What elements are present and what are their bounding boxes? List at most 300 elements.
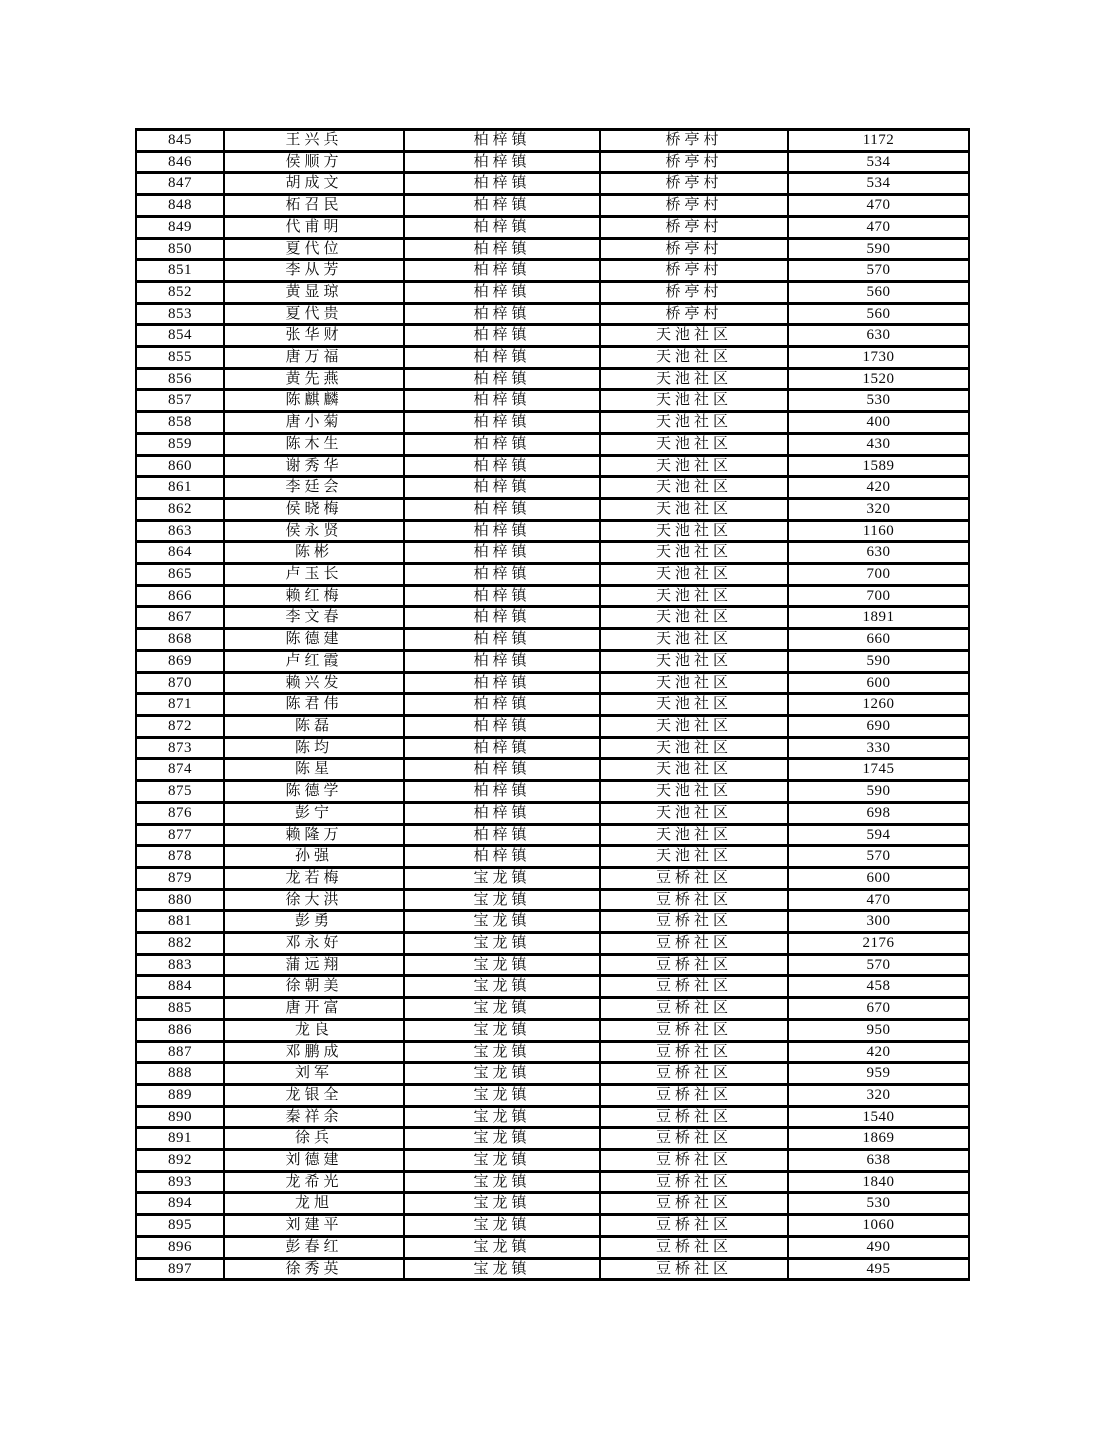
town-cell: 柏梓镇 — [404, 781, 600, 803]
village-cell: 天池社区 — [600, 781, 788, 803]
name-cell: 龙若梅 — [224, 867, 404, 889]
serial-cell: 882 — [136, 933, 224, 955]
table-row — [136, 260, 969, 282]
name-cell: 赖红梅 — [224, 585, 404, 607]
village-cell: 豆桥社区 — [600, 1019, 788, 1041]
village-cell: 天池社区 — [600, 347, 788, 369]
town-cell: 柏梓镇 — [404, 824, 600, 846]
serial-cell: 879 — [136, 867, 224, 889]
village-cell: 豆桥社区 — [600, 1084, 788, 1106]
serial-cell: 871 — [136, 694, 224, 716]
table-row — [136, 325, 969, 347]
town-cell: 柏梓镇 — [404, 195, 600, 217]
name-cell: 陈君伟 — [224, 694, 404, 716]
amount-cell: 1160 — [788, 520, 969, 542]
village-cell: 桥亭村 — [600, 260, 788, 282]
serial-cell: 883 — [136, 954, 224, 976]
name-cell: 赖兴发 — [224, 672, 404, 694]
name-cell: 徐秀英 — [224, 1258, 404, 1280]
amount-cell: 1520 — [788, 368, 969, 390]
town-cell: 柏梓镇 — [404, 672, 600, 694]
amount-cell: 638 — [788, 1150, 969, 1172]
amount-cell: 470 — [788, 889, 969, 911]
town-cell: 柏梓镇 — [404, 498, 600, 520]
village-cell: 天池社区 — [600, 368, 788, 390]
town-cell: 宝龙镇 — [404, 954, 600, 976]
village-cell: 天池社区 — [600, 412, 788, 434]
village-cell: 天池社区 — [600, 629, 788, 651]
name-cell: 刘军 — [224, 1063, 404, 1085]
name-cell: 刘德建 — [224, 1150, 404, 1172]
amount-cell: 1589 — [788, 455, 969, 477]
town-cell: 宝龙镇 — [404, 1150, 600, 1172]
table-row — [136, 824, 969, 846]
village-cell: 豆桥社区 — [600, 933, 788, 955]
table-row — [136, 1084, 969, 1106]
name-cell: 王兴兵 — [224, 130, 404, 152]
name-cell: 彭勇 — [224, 911, 404, 933]
amount-cell: 1730 — [788, 347, 969, 369]
name-cell: 张华财 — [224, 325, 404, 347]
town-cell: 宝龙镇 — [404, 1019, 600, 1041]
serial-cell: 850 — [136, 238, 224, 260]
village-cell: 豆桥社区 — [600, 1150, 788, 1172]
table-row — [136, 889, 969, 911]
name-cell: 李廷会 — [224, 477, 404, 499]
name-cell: 彭春红 — [224, 1236, 404, 1258]
serial-cell: 845 — [136, 130, 224, 152]
name-cell: 陈磊 — [224, 715, 404, 737]
serial-cell: 896 — [136, 1236, 224, 1258]
village-cell: 天池社区 — [600, 390, 788, 412]
village-cell: 天池社区 — [600, 455, 788, 477]
town-cell: 柏梓镇 — [404, 151, 600, 173]
table-row — [136, 564, 969, 586]
name-cell: 龙旭 — [224, 1193, 404, 1215]
village-cell: 桥亭村 — [600, 130, 788, 152]
table-row — [136, 412, 969, 434]
serial-cell: 857 — [136, 390, 224, 412]
serial-cell: 889 — [136, 1084, 224, 1106]
table-row — [136, 672, 969, 694]
village-cell: 天池社区 — [600, 694, 788, 716]
amount-cell: 698 — [788, 802, 969, 824]
serial-cell: 856 — [136, 368, 224, 390]
amount-cell: 320 — [788, 1084, 969, 1106]
village-cell: 桥亭村 — [600, 195, 788, 217]
village-cell: 天池社区 — [600, 672, 788, 694]
serial-cell: 890 — [136, 1106, 224, 1128]
name-cell: 陈星 — [224, 759, 404, 781]
serial-cell: 887 — [136, 1041, 224, 1063]
amount-cell: 490 — [788, 1236, 969, 1258]
table-row — [136, 650, 969, 672]
serial-cell: 846 — [136, 151, 224, 173]
amount-cell: 950 — [788, 1019, 969, 1041]
serial-cell: 895 — [136, 1215, 224, 1237]
town-cell: 柏梓镇 — [404, 477, 600, 499]
village-cell: 豆桥社区 — [600, 1236, 788, 1258]
table-row — [136, 368, 969, 390]
village-cell: 豆桥社区 — [600, 911, 788, 933]
roster-table — [135, 128, 970, 1281]
table-row — [136, 629, 969, 651]
town-cell: 柏梓镇 — [404, 368, 600, 390]
serial-cell: 891 — [136, 1128, 224, 1150]
amount-cell: 700 — [788, 585, 969, 607]
name-cell: 陈木生 — [224, 433, 404, 455]
serial-cell: 881 — [136, 911, 224, 933]
name-cell: 龙良 — [224, 1019, 404, 1041]
table-row — [136, 715, 969, 737]
village-cell: 豆桥社区 — [600, 1041, 788, 1063]
serial-cell: 864 — [136, 542, 224, 564]
town-cell: 宝龙镇 — [404, 1258, 600, 1280]
name-cell: 彭宁 — [224, 802, 404, 824]
amount-cell: 630 — [788, 325, 969, 347]
village-cell: 豆桥社区 — [600, 1171, 788, 1193]
name-cell: 黄显琼 — [224, 281, 404, 303]
amount-cell: 570 — [788, 954, 969, 976]
name-cell: 龙银全 — [224, 1084, 404, 1106]
serial-cell: 848 — [136, 195, 224, 217]
village-cell: 天池社区 — [600, 498, 788, 520]
name-cell: 李从芳 — [224, 260, 404, 282]
table-row — [136, 1128, 969, 1150]
serial-cell: 849 — [136, 216, 224, 238]
amount-cell: 590 — [788, 238, 969, 260]
town-cell: 柏梓镇 — [404, 650, 600, 672]
name-cell: 陈德学 — [224, 781, 404, 803]
town-cell: 柏梓镇 — [404, 585, 600, 607]
name-cell: 柘召民 — [224, 195, 404, 217]
amount-cell: 458 — [788, 976, 969, 998]
table-row — [136, 607, 969, 629]
amount-cell: 700 — [788, 564, 969, 586]
village-cell: 桥亭村 — [600, 151, 788, 173]
serial-cell: 858 — [136, 412, 224, 434]
table-row — [136, 933, 969, 955]
serial-cell: 866 — [136, 585, 224, 607]
town-cell: 柏梓镇 — [404, 715, 600, 737]
name-cell: 唐小菊 — [224, 412, 404, 434]
town-cell: 宝龙镇 — [404, 998, 600, 1020]
serial-cell: 867 — [136, 607, 224, 629]
table-row — [136, 347, 969, 369]
town-cell: 宝龙镇 — [404, 1193, 600, 1215]
serial-cell: 897 — [136, 1258, 224, 1280]
name-cell: 侯晓梅 — [224, 498, 404, 520]
serial-cell: 877 — [136, 824, 224, 846]
town-cell: 柏梓镇 — [404, 846, 600, 868]
village-cell: 天池社区 — [600, 824, 788, 846]
town-cell: 宝龙镇 — [404, 1063, 600, 1085]
table-row — [136, 694, 969, 716]
town-cell: 宝龙镇 — [404, 1236, 600, 1258]
table-row — [136, 954, 969, 976]
serial-cell: 861 — [136, 477, 224, 499]
table-row — [136, 1041, 969, 1063]
name-cell: 卢玉长 — [224, 564, 404, 586]
serial-cell: 860 — [136, 455, 224, 477]
table-row — [136, 238, 969, 260]
town-cell: 柏梓镇 — [404, 390, 600, 412]
serial-cell: 863 — [136, 520, 224, 542]
table-row — [136, 802, 969, 824]
table-row — [136, 390, 969, 412]
serial-cell: 854 — [136, 325, 224, 347]
town-cell: 柏梓镇 — [404, 542, 600, 564]
town-cell: 宝龙镇 — [404, 976, 600, 998]
serial-cell: 874 — [136, 759, 224, 781]
amount-cell: 420 — [788, 477, 969, 499]
village-cell: 豆桥社区 — [600, 976, 788, 998]
table-row — [136, 911, 969, 933]
serial-cell: 855 — [136, 347, 224, 369]
village-cell: 天池社区 — [600, 433, 788, 455]
table-row — [136, 477, 969, 499]
table-row — [136, 585, 969, 607]
amount-cell: 959 — [788, 1063, 969, 1085]
name-cell: 李文春 — [224, 607, 404, 629]
name-cell: 邓永好 — [224, 933, 404, 955]
name-cell: 唐万福 — [224, 347, 404, 369]
amount-cell: 570 — [788, 260, 969, 282]
name-cell: 陈均 — [224, 737, 404, 759]
town-cell: 宝龙镇 — [404, 1106, 600, 1128]
table-row — [136, 1019, 969, 1041]
name-cell: 徐大洪 — [224, 889, 404, 911]
table-row — [136, 433, 969, 455]
town-cell: 柏梓镇 — [404, 564, 600, 586]
serial-cell: 873 — [136, 737, 224, 759]
table-row — [136, 846, 969, 868]
serial-cell: 878 — [136, 846, 224, 868]
village-cell: 天池社区 — [600, 542, 788, 564]
town-cell: 宝龙镇 — [404, 1128, 600, 1150]
town-cell: 柏梓镇 — [404, 759, 600, 781]
serial-cell: 859 — [136, 433, 224, 455]
amount-cell: 1869 — [788, 1128, 969, 1150]
village-cell: 天池社区 — [600, 737, 788, 759]
amount-cell: 530 — [788, 1193, 969, 1215]
amount-cell: 590 — [788, 781, 969, 803]
amount-cell: 430 — [788, 433, 969, 455]
amount-cell: 495 — [788, 1258, 969, 1280]
name-cell: 秦祥余 — [224, 1106, 404, 1128]
amount-cell: 1745 — [788, 759, 969, 781]
table-row — [136, 520, 969, 542]
name-cell: 蒲远翔 — [224, 954, 404, 976]
table-row — [136, 1193, 969, 1215]
amount-cell: 1060 — [788, 1215, 969, 1237]
village-cell: 豆桥社区 — [600, 1106, 788, 1128]
amount-cell: 560 — [788, 303, 969, 325]
amount-cell: 600 — [788, 672, 969, 694]
amount-cell: 630 — [788, 542, 969, 564]
village-cell: 天池社区 — [600, 607, 788, 629]
name-cell: 邓鹏成 — [224, 1041, 404, 1063]
town-cell: 柏梓镇 — [404, 173, 600, 195]
town-cell: 宝龙镇 — [404, 867, 600, 889]
village-cell: 天池社区 — [600, 325, 788, 347]
village-cell: 豆桥社区 — [600, 1258, 788, 1280]
serial-cell: 847 — [136, 173, 224, 195]
name-cell: 陈麒麟 — [224, 390, 404, 412]
name-cell: 赖隆万 — [224, 824, 404, 846]
name-cell: 卢红霞 — [224, 650, 404, 672]
town-cell: 宝龙镇 — [404, 1215, 600, 1237]
town-cell: 宝龙镇 — [404, 1041, 600, 1063]
town-cell: 柏梓镇 — [404, 238, 600, 260]
town-cell: 柏梓镇 — [404, 455, 600, 477]
village-cell: 豆桥社区 — [600, 1128, 788, 1150]
village-cell: 豆桥社区 — [600, 1215, 788, 1237]
village-cell: 天池社区 — [600, 564, 788, 586]
town-cell: 柏梓镇 — [404, 216, 600, 238]
serial-cell: 892 — [136, 1150, 224, 1172]
amount-cell: 590 — [788, 650, 969, 672]
village-cell: 天池社区 — [600, 715, 788, 737]
amount-cell: 300 — [788, 911, 969, 933]
name-cell: 刘建平 — [224, 1215, 404, 1237]
table-row — [136, 151, 969, 173]
village-cell: 天池社区 — [600, 650, 788, 672]
village-cell: 桥亭村 — [600, 216, 788, 238]
serial-cell: 869 — [136, 650, 224, 672]
town-cell: 宝龙镇 — [404, 911, 600, 933]
table-row — [136, 1171, 969, 1193]
serial-cell: 885 — [136, 998, 224, 1020]
amount-cell: 330 — [788, 737, 969, 759]
name-cell: 陈德建 — [224, 629, 404, 651]
serial-cell: 884 — [136, 976, 224, 998]
amount-cell: 594 — [788, 824, 969, 846]
table-row — [136, 781, 969, 803]
amount-cell: 1260 — [788, 694, 969, 716]
amount-cell: 2176 — [788, 933, 969, 955]
village-cell: 天池社区 — [600, 846, 788, 868]
serial-cell: 888 — [136, 1063, 224, 1085]
town-cell: 宝龙镇 — [404, 889, 600, 911]
town-cell: 柏梓镇 — [404, 303, 600, 325]
town-cell: 柏梓镇 — [404, 281, 600, 303]
serial-cell: 852 — [136, 281, 224, 303]
name-cell: 代甫明 — [224, 216, 404, 238]
name-cell: 侯顺方 — [224, 151, 404, 173]
town-cell: 柏梓镇 — [404, 325, 600, 347]
village-cell: 天池社区 — [600, 520, 788, 542]
amount-cell: 420 — [788, 1041, 969, 1063]
name-cell: 夏代位 — [224, 238, 404, 260]
town-cell: 宝龙镇 — [404, 933, 600, 955]
amount-cell: 1172 — [788, 130, 969, 152]
village-cell: 豆桥社区 — [600, 998, 788, 1020]
table-row — [136, 867, 969, 889]
name-cell: 徐朝美 — [224, 976, 404, 998]
table-row — [136, 1236, 969, 1258]
table-row — [136, 542, 969, 564]
name-cell: 唐开富 — [224, 998, 404, 1020]
amount-cell: 534 — [788, 173, 969, 195]
serial-cell: 862 — [136, 498, 224, 520]
table-row — [136, 1215, 969, 1237]
village-cell: 桥亭村 — [600, 173, 788, 195]
table-row — [136, 173, 969, 195]
table-row — [136, 1106, 969, 1128]
town-cell: 柏梓镇 — [404, 130, 600, 152]
amount-cell: 1540 — [788, 1106, 969, 1128]
name-cell: 黄先燕 — [224, 368, 404, 390]
town-cell: 宝龙镇 — [404, 1171, 600, 1193]
town-cell: 柏梓镇 — [404, 802, 600, 824]
village-cell: 豆桥社区 — [600, 867, 788, 889]
table-row — [136, 737, 969, 759]
village-cell: 桥亭村 — [600, 281, 788, 303]
town-cell: 柏梓镇 — [404, 607, 600, 629]
village-cell: 天池社区 — [600, 759, 788, 781]
serial-cell: 876 — [136, 802, 224, 824]
amount-cell: 530 — [788, 390, 969, 412]
village-cell: 豆桥社区 — [600, 1193, 788, 1215]
name-cell: 孙强 — [224, 846, 404, 868]
town-cell: 柏梓镇 — [404, 694, 600, 716]
village-cell: 天池社区 — [600, 802, 788, 824]
amount-cell: 534 — [788, 151, 969, 173]
serial-cell: 853 — [136, 303, 224, 325]
village-cell: 豆桥社区 — [600, 954, 788, 976]
village-cell: 桥亭村 — [600, 303, 788, 325]
table-row — [136, 498, 969, 520]
serial-cell: 868 — [136, 629, 224, 651]
serial-cell: 865 — [136, 564, 224, 586]
table-row — [136, 1150, 969, 1172]
amount-cell: 660 — [788, 629, 969, 651]
table-row — [136, 216, 969, 238]
serial-cell: 893 — [136, 1171, 224, 1193]
name-cell: 龙希光 — [224, 1171, 404, 1193]
village-cell: 豆桥社区 — [600, 1063, 788, 1085]
serial-cell: 886 — [136, 1019, 224, 1041]
amount-cell: 400 — [788, 412, 969, 434]
table-row — [136, 455, 969, 477]
amount-cell: 600 — [788, 867, 969, 889]
name-cell: 夏代贵 — [224, 303, 404, 325]
amount-cell: 690 — [788, 715, 969, 737]
name-cell: 徐兵 — [224, 1128, 404, 1150]
table-row — [136, 303, 969, 325]
town-cell: 柏梓镇 — [404, 412, 600, 434]
table-row — [136, 976, 969, 998]
table-row — [136, 998, 969, 1020]
amount-cell: 470 — [788, 216, 969, 238]
serial-cell: 875 — [136, 781, 224, 803]
table-row — [136, 281, 969, 303]
table-row — [136, 1258, 969, 1280]
amount-cell: 670 — [788, 998, 969, 1020]
village-cell: 天池社区 — [600, 477, 788, 499]
serial-cell: 872 — [136, 715, 224, 737]
table-row — [136, 130, 969, 152]
name-cell: 陈彬 — [224, 542, 404, 564]
table-row — [136, 759, 969, 781]
serial-cell: 870 — [136, 672, 224, 694]
village-cell: 天池社区 — [600, 585, 788, 607]
amount-cell: 1891 — [788, 607, 969, 629]
name-cell: 侯永贤 — [224, 520, 404, 542]
amount-cell: 1840 — [788, 1171, 969, 1193]
amount-cell: 560 — [788, 281, 969, 303]
